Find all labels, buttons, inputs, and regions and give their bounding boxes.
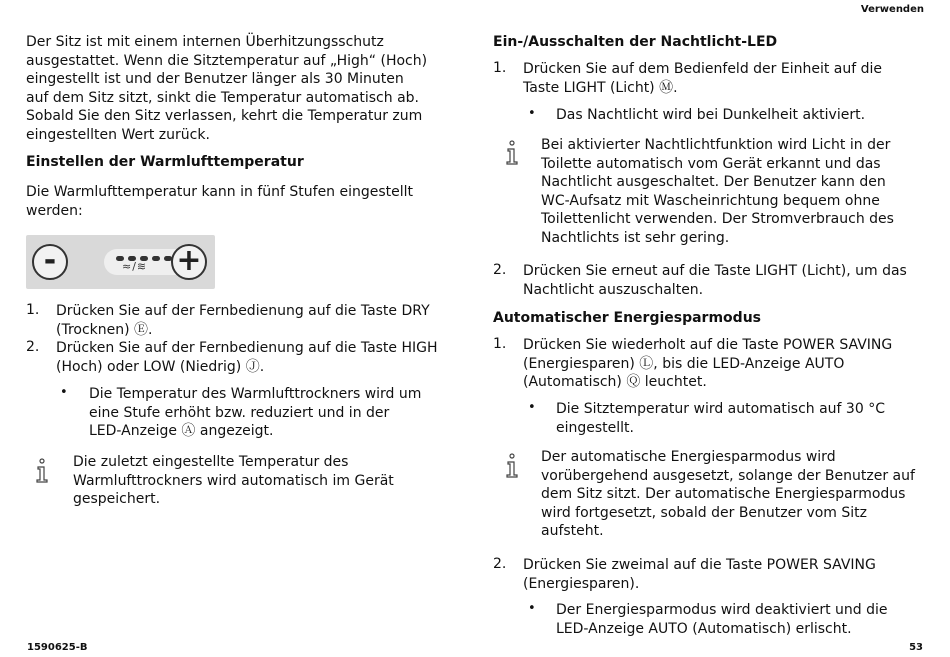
bullet-icon: • (528, 400, 536, 415)
control-panel-illustration (26, 235, 215, 289)
list-item: 2. Drücken Sie auf der Fernbedienung auf die Taste HIGH (Hoch) oder LOW (Niedrig) Ⓙ. (26, 339, 438, 375)
plus-button-illustration: + (171, 244, 207, 280)
bullet-icon: • (528, 601, 536, 616)
bullet-icon: • (528, 106, 536, 121)
list-item: 1. Drücken Sie wiederholt auf die Taste POWER SAVING (Energiesparen) Ⓛ, bis die LED-Anzeige AUTO (Automatisch) Ⓠ leuchtet. (493, 336, 893, 390)
heading-power-saving: Automatischer Energiesparmodus (493, 310, 761, 326)
heading-warm-air: Einstellen der Warmlufttemperatur (26, 154, 304, 170)
list-item: 1. Drücken Sie auf der Fernbedienung auf die Taste DRY (Trocknen) Ⓔ. (26, 302, 430, 338)
heading-nightlight: Ein-/Ausschalten der Nachtlicht-LED (493, 34, 778, 50)
led-dot (152, 256, 160, 261)
note-nightlight: Bei aktivierter Nachtlichtfunktion wird Licht in der Toilette automatisch vom Gerät erkannt und das Nachtlicht ausgeschaltet. Der Benutzer kann den WC-Aufsatz mit Wascheinrichtung bequem ohne Toilettenlicht verwenden. Der Stromverbrauch des Nachtlichts ist sehr gering. (541, 137, 894, 246)
note-warm-air-memory: Die zuletzt eingestellte Temperatur des Warmlufttrockners wird automatisch im Gerät gespeichert. (73, 454, 394, 507)
section-label: Verwenden (860, 4, 924, 15)
bullet-icon: • (60, 385, 68, 400)
list-item: 2. Drücken Sie zweimal auf die Taste POWER SAVING (Energiesparen). (493, 556, 876, 592)
info-icon (505, 453, 519, 479)
air-temperature-symbol: ≈/≋ (122, 260, 148, 273)
note-power-saving: Der automatische Energiesparmodus wird vorübergehend ausgesetzt, solange der Benutzer auf dem Sitz sitzt. Der automatische Energiesparmodus wird fortgesetzt, sobald der Benutzer vom Sitz aufsteht. (541, 449, 915, 539)
bullet-item: • Das Nachtlicht wird bei Dunkelheit aktiviert. (528, 106, 866, 123)
list-item: 1. Drücken Sie auf dem Bedienfeld der Einheit auf die Taste LIGHT (Licht) Ⓜ. (493, 60, 883, 96)
list-item: 2. Drücken Sie erneut auf die Taste LIGHT (Licht), um das Nachtlicht auszuschalten. (493, 262, 907, 298)
info-icon (505, 140, 519, 166)
bullet-item: • Die Sitztemperatur wird automatisch auf 30 °C eingestellt. (528, 400, 885, 436)
bullet-item: • Die Temperatur des Warmlufttrockners wird um eine Stufe erhöht bzw. reduziert und in der LED-Anzeige Ⓐ angezeigt. (60, 385, 422, 439)
bullet-item: • Der Energiesparmodus wird deaktiviert und die LED-Anzeige AUTO (Automatisch) erlischt. (528, 601, 888, 637)
info-icon (35, 458, 49, 484)
minus-button-illustration: - (32, 244, 68, 280)
document-id: 1590625-B (27, 642, 88, 653)
page-number: 53 (909, 642, 923, 653)
warm-air-description: Die Warmlufttemperatur kann in fünf Stufen eingestellt werden: (26, 184, 414, 219)
intro-paragraph: Der Sitz ist mit einem internen Überhitzungsschutz ausgestattet. Wenn die Sitztemperatur auf „High“ (Hoch) eingestellt ist und der Benutzer länger als 30 Minuten auf dem Sitz sitzt, sinkt die Temperatur automatisch ab. Sobald Sie den Sitz verlassen, kehrt die Temperatur zum eingestellten Wert zurück. (26, 34, 428, 143)
